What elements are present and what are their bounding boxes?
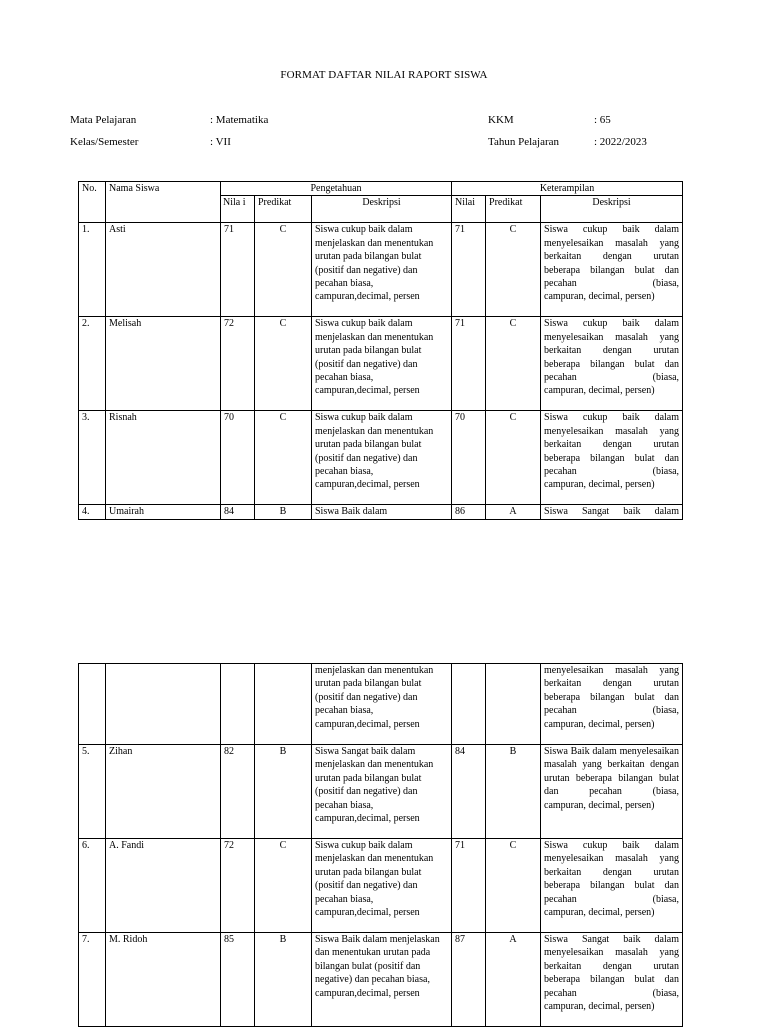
row-number: 2. — [79, 317, 106, 411]
student-name: M. Ridoh — [106, 933, 221, 1027]
predikat-pengetahuan: C — [255, 223, 312, 317]
grades-table — [78, 181, 683, 520]
tahun-value: : 2022/2023 — [594, 136, 647, 148]
predikat-keterampilan: C — [486, 839, 541, 933]
deskripsi-pengetahuan: Siswa cukup baik dalam menjelaskan dan menentukan urutan pada bilangan bulat (positif dan negative) dan pecahan biasa, campuran,decimal, persen — [312, 839, 452, 933]
row-number: 1. — [79, 223, 106, 317]
nilai-keterampilan: 71 — [452, 317, 486, 411]
table-row — [79, 933, 683, 1027]
tahun-label: Tahun Pelajaran — [488, 136, 560, 148]
predikat-pengetahuan: C — [255, 317, 312, 411]
header-keterampilan: Keterampilan — [452, 182, 683, 196]
table-row — [79, 505, 683, 519]
nilai-pengetahuan: 72 — [221, 317, 255, 411]
deskripsi-keterampilan: Siswa cukup baik dalam menyelesaikan masalah yang berkaitan dengan urutan beberapa bilangan bulat dan pecahan (biasa, campuran, decimal, persen) — [541, 411, 683, 505]
nilai-pengetahuan: 71 — [221, 223, 255, 317]
nilai-pengetahuan: 82 — [221, 745, 255, 839]
student-name: Zihan — [106, 745, 221, 839]
header-deskripsi-pengetahuan: Deskripsi — [312, 196, 452, 223]
grades-table-continued — [78, 663, 683, 1027]
row-number: 6. — [79, 839, 106, 933]
table-row — [79, 317, 683, 411]
nilai-keterampilan: 86 — [452, 505, 486, 519]
row-number: 5. — [79, 745, 106, 839]
kkm-value: : 65 — [594, 114, 611, 126]
deskripsi-pengetahuan: Siswa cukup baik dalam menjelaskan dan menentukan urutan pada bilangan bulat (positif dan negative) dan pecahan biasa, campuran,decimal, persen — [312, 317, 452, 411]
deskripsi-keterampilan: Siswa Baik dalam menyelesaikan masalah yang berkaitan dengan urutan beberapa bilangan bulat dan pecahan (biasa, campuran, decimal, persen) — [541, 745, 683, 839]
deskripsi-keterampilan: Siswa cukup baik dalam menyelesaikan masalah yang berkaitan dengan urutan beberapa bilangan bulat dan pecahan (biasa, campuran, decimal, persen) — [541, 317, 683, 411]
predikat-keterampilan: C — [486, 411, 541, 505]
predikat-pengetahuan: C — [255, 411, 312, 505]
predikat-keterampilan: A — [486, 933, 541, 1027]
nilai-pengetahuan: 85 — [221, 933, 255, 1027]
header-no: No. — [79, 182, 106, 223]
predikat-pengetahuan: B — [255, 505, 312, 519]
row-number: 7. — [79, 933, 106, 1027]
predikat-pengetahuan: B — [255, 933, 312, 1027]
header-predikat-pengetahuan: Predikat — [255, 196, 312, 223]
student-name: Asti — [106, 223, 221, 317]
deskripsi-keterampilan: Siswa cukup baik dalam menyelesaikan masalah yang berkaitan dengan urutan beberapa bilangan bulat dan pecahan (biasa, campuran, decimal, persen) — [541, 223, 683, 317]
table-row — [79, 839, 683, 933]
student-name: A. Fandi — [106, 839, 221, 933]
header-pengetahuan: Pengetahuan — [221, 182, 452, 196]
row-number: 4. — [79, 505, 106, 519]
deskripsi-pengetahuan-continued: menjelaskan dan menentukan urutan pada bilangan bulat (positif dan negative) dan pecahan biasa, campuran,decimal, persen — [312, 664, 452, 745]
predikat-keterampilan: C — [486, 223, 541, 317]
table-row — [79, 745, 683, 839]
nilai-pengetahuan: 70 — [221, 411, 255, 505]
table-row — [79, 223, 683, 317]
deskripsi-keterampilan: Siswa cukup baik dalam menyelesaikan masalah yang berkaitan dengan urutan beberapa bilangan bulat dan pecahan (biasa, campuran, decimal, persen) — [541, 839, 683, 933]
nilai-keterampilan: 71 — [452, 223, 486, 317]
nilai-keterampilan: 71 — [452, 839, 486, 933]
mapel-label: Mata Pelajaran — [70, 114, 137, 126]
table-row — [79, 411, 683, 505]
predikat-pengetahuan: C — [255, 839, 312, 933]
deskripsi-pengetahuan: Siswa cukup baik dalam menjelaskan dan menentukan urutan pada bilangan bulat (positif dan negative) dan pecahan biasa, campuran,decimal, persen — [312, 411, 452, 505]
nilai-pengetahuan: 72 — [221, 839, 255, 933]
kelas-value: : VII — [210, 136, 231, 148]
deskripsi-keterampilan: Siswa Sangat baik dalam menyelesaikan masalah yang berkaitan dengan urutan beberapa bilangan bulat dan pecahan (biasa, campuran, decimal, persen) — [541, 933, 683, 1027]
student-name: Umairah — [106, 505, 221, 519]
deskripsi-pengetahuan: Siswa cukup baik dalam menjelaskan dan menentukan urutan pada bilangan bulat (positif dan negative) dan pecahan biasa, campuran,decimal, persen — [312, 223, 452, 317]
kelas-label: Kelas/Semester — [70, 136, 139, 148]
nilai-keterampilan: 84 — [452, 745, 486, 839]
mapel-value: : Matematika — [210, 114, 269, 126]
header-nilai-keterampilan: Nilai — [452, 196, 486, 223]
header-deskripsi-keterampilan: Deskripsi — [541, 196, 683, 223]
predikat-pengetahuan: B — [255, 745, 312, 839]
predikat-keterampilan: B — [486, 745, 541, 839]
deskripsi-keterampilan-continued: menyelesaikan masalah yang berkaitan dengan urutan beberapa bilangan bulat dan pecahan (biasa, campuran, decimal, persen) — [541, 664, 683, 745]
nilai-keterampilan: 87 — [452, 933, 486, 1027]
student-name: Melisah — [106, 317, 221, 411]
nilai-keterampilan: 70 — [452, 411, 486, 505]
row-number: 3. — [79, 411, 106, 505]
page-title: FORMAT DAFTAR NILAI RAPORT SISWA — [280, 69, 488, 81]
header-nilai-pengetahuan: Nila i — [221, 196, 255, 223]
table-row-continued — [79, 664, 683, 745]
predikat-keterampilan: C — [486, 317, 541, 411]
student-name: Risnah — [106, 411, 221, 505]
deskripsi-pengetahuan: Siswa Baik dalam — [312, 505, 452, 519]
nilai-pengetahuan: 84 — [221, 505, 255, 519]
header-predikat-keterampilan: Predikat — [486, 196, 541, 223]
deskripsi-keterampilan: Siswa Sangat baik dalam — [541, 505, 683, 519]
deskripsi-pengetahuan: Siswa Baik dalam menjelaskan dan menentukan urutan pada bilangan bulat (positif dan negative) dan pecahan biasa, campuran,decimal, persen — [312, 933, 452, 1027]
kkm-label: KKM — [488, 114, 514, 126]
header-nama: Nama Siswa — [106, 182, 221, 223]
deskripsi-pengetahuan: Siswa Sangat baik dalam menjelaskan dan menentukan urutan pada bilangan bulat (positif dan negative) dan pecahan biasa, campuran,decimal, persen — [312, 745, 452, 839]
predikat-keterampilan: A — [486, 505, 541, 519]
